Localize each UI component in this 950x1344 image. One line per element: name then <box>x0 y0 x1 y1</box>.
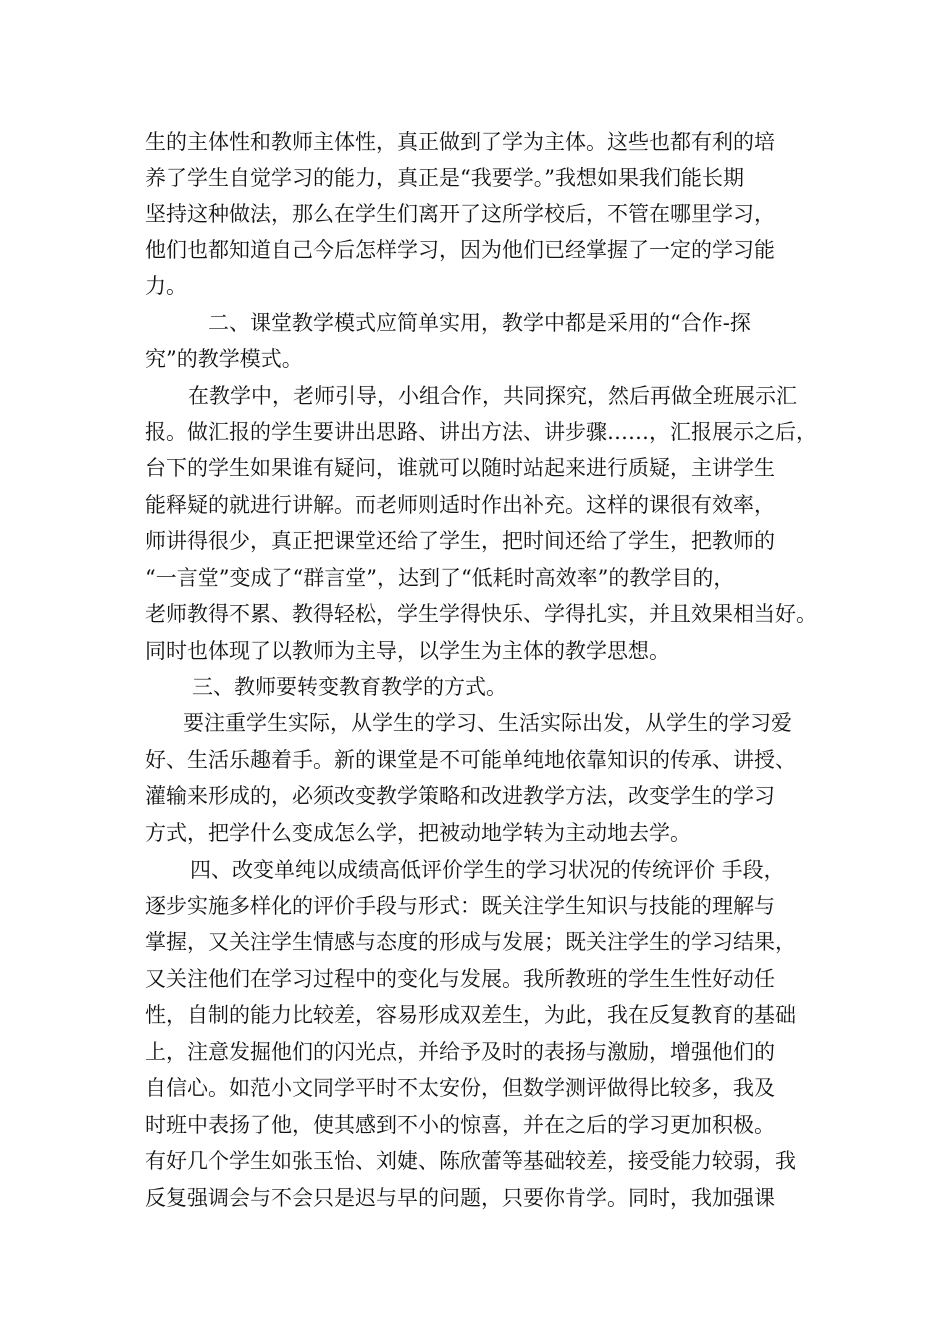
text-line: 上，注意发掘他们的闪光点，并给予及时的表扬与激励，增强他们的 <box>145 1040 775 1064</box>
section-heading-2: 二、课堂教学模式应简单实用，教学中都是采用的“合作-探 <box>208 311 751 335</box>
text-line: 台下的学生如果谁有疑问，谁就可以随时站起来进行质疑，主讲学生 <box>145 456 775 480</box>
text-line: 要注重学生实际，从学生的学习、生活实际出发，从学生的学习爱 <box>183 711 792 735</box>
text-line: 又关注他们在学习过程中的变化与发展。我所教班的学生生性好动任 <box>145 967 775 991</box>
text-line: 师讲得很少，真正把课堂还给了学生，把时间还给了学生，把教师的 <box>145 529 775 553</box>
text-line: 好、生活乐趣着手。新的课堂是不可能单纯地依靠知识的传承、讲授、 <box>145 748 796 772</box>
text-line: 养了学生自觉学习的能力，真正是“我要学。”我想如果我们能长期 <box>145 166 744 190</box>
text-line: 老师教得不累、教得轻松，学生学得快乐、学得扎实，并且效果相当好。 <box>145 602 817 626</box>
text-line: 反复强调会与不会只是迟与早的问题，只要你肯学。同时，我加强课 <box>145 1186 775 1210</box>
text-line: 性，自制的能力比较差，容易形成双差生，为此，我在反复教育的基础 <box>145 1003 796 1027</box>
text-line: 掌握，又关注学生情感与态度的形成与发展；既关注学生的学习结果， <box>145 930 796 954</box>
text-line: 灌输来形成的，必须改变教学策略和改进教学方法，改变学生的学习 <box>145 784 775 808</box>
section-heading-4: 四、改变单纯以成绩高低评价学生的学习状况的传统评价 手段， <box>190 858 785 882</box>
text-line: 生的主体性和教师主体性，真正做到了学为主体。这些也都有利的培 <box>145 130 775 154</box>
section-heading-3: 三、教师要转变教育教学的方式。 <box>192 675 507 699</box>
text-line: 他们也都知道自己今后怎样学习，因为他们已经掌握了一定的学习能 <box>145 238 775 262</box>
text-line: 力。 <box>145 274 187 298</box>
text-line: 能释疑的就进行讲解。而老师则适时作出补充。这样的课很有效率， <box>145 493 775 517</box>
text-line: 自信心。如范小文同学平时不太安份，但数学测评做得比较多，我及 <box>145 1076 775 1100</box>
text-line: 坚持这种做法，那么在学生们离开了这所学校后，不管在哪里学习， <box>145 202 775 226</box>
text-line: 逐步实施多样化的评价手段与形式：既关注学生知识与技能的理解与 <box>145 894 775 918</box>
text-line: 究”的教学模式。 <box>145 347 303 371</box>
text-line: 在教学中，老师引导，小组合作，共同探究，然后再做全班展示汇 <box>188 384 797 408</box>
text-line: 同时也体现了以教师为主导，以学生为主体的教学思想。 <box>145 639 670 663</box>
text-line: 时班中表扬了他，使其感到不小的惊喜，并在之后的学习更加积极。 <box>145 1113 775 1137</box>
text-line: 报。做汇报的学生要讲出思路、讲出方法、讲步骤……，汇报展示之后， <box>145 420 817 444</box>
text-line: 方式，把学什么变成怎么学，把被动地学转为主动地去学。 <box>145 821 691 845</box>
text-line: “一言堂”变成了“群言堂”，达到了“低耗时高效率”的教学目的， <box>145 566 735 590</box>
text-line: 有好几个学生如张玉怡、刘婕、陈欣蕾等基础较差，接受能力较弱，我 <box>145 1149 796 1173</box>
